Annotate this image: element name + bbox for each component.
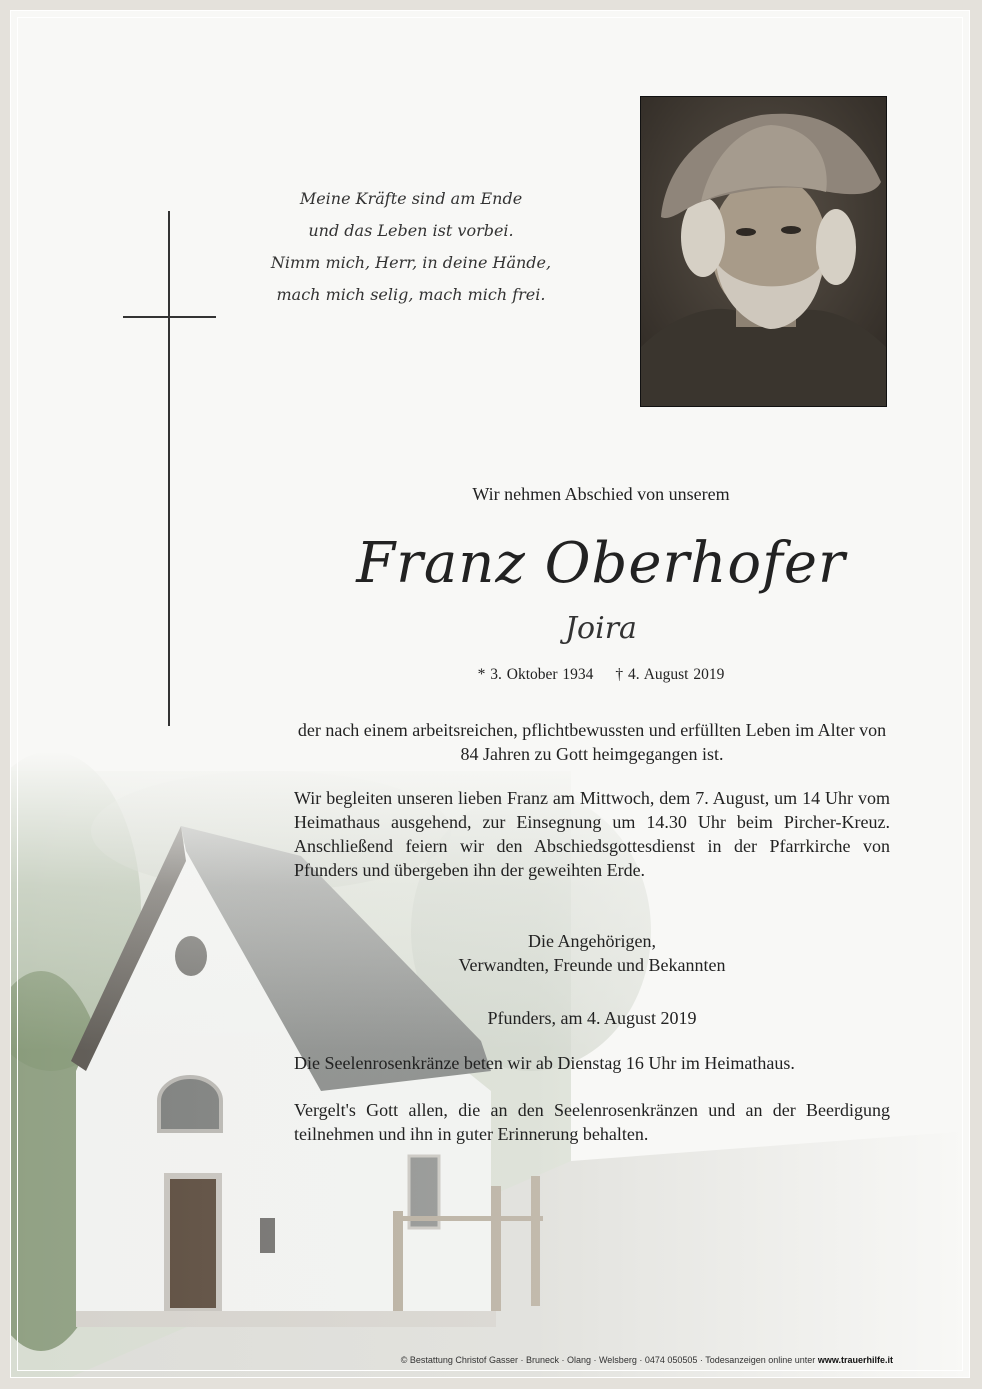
death-date: † 4. August 2019 bbox=[615, 666, 725, 683]
mourners-line: Die Angehörigen, bbox=[528, 931, 656, 951]
deceased-name: Franz Oberhofer bbox=[356, 531, 846, 596]
rosary-text: Die Seelenrosenkränze beten wir ab Dienstag 16 Uhr im Heimathaus. bbox=[294, 1053, 795, 1073]
intro-line: Wir nehmen Abschied von unserem bbox=[472, 484, 730, 504]
life-dates bbox=[301, 666, 901, 684]
verse-line: mach mich selig, mach mich frei. bbox=[276, 285, 546, 304]
mourners bbox=[294, 929, 890, 977]
verse-line: Nimm mich, Herr, in deine Hände, bbox=[270, 253, 552, 272]
place-date: Pfunders, am 4. August 2019 bbox=[487, 1008, 697, 1028]
footer bbox=[293, 1355, 893, 1365]
funeral-text: Wir begleiten unseren lieben Franz am Mittwoch, dem 7. August, um 14 Uhr vom Heimathaus ausgehend, zur Einsegnung um 14.30 Uhr beim Pircher-Kreuz. Anschließend feiern wir den Abschiedsgottesdienst in der Pfarrkirche von Pfunders und übergeben ihn der geweihten Erde. bbox=[294, 788, 890, 880]
verse-line: Meine Kräfte sind am Ende bbox=[299, 189, 523, 208]
verse-line: und das Leben ist vorbei. bbox=[308, 221, 514, 240]
mourners-line: Verwandten, Freunde und Bekannten bbox=[458, 955, 726, 975]
birth-date: * 3. Oktober 1934 bbox=[477, 666, 594, 683]
deceased-nickname: Joira bbox=[565, 611, 637, 646]
thanks-text: Vergelt's Gott allen, die an den Seelenrosenkränzen und an der Beerdigung teilnehmen und ihn in guter Erinnerung behalten. bbox=[294, 1100, 890, 1144]
obituary-sheet bbox=[10, 10, 970, 1378]
verse bbox=[236, 183, 586, 311]
footer-url[interactable]: www.trauerhilfe.it bbox=[817, 1355, 893, 1365]
life-text: der nach einem arbeitsreichen, pflichtbewussten und erfüllten Leben im Alter von 84 Jahren zu Gott heimgegangen ist. bbox=[297, 720, 887, 764]
cross-horizontal-bar bbox=[123, 316, 216, 318]
cross-vertical-bar bbox=[168, 211, 170, 726]
portrait-photo bbox=[640, 96, 887, 407]
footer-text: © Bestattung Christof Gasser · Bruneck · Olang · Welsberg · 0474 050505 · Todesanzeigen online unter bbox=[400, 1355, 816, 1365]
